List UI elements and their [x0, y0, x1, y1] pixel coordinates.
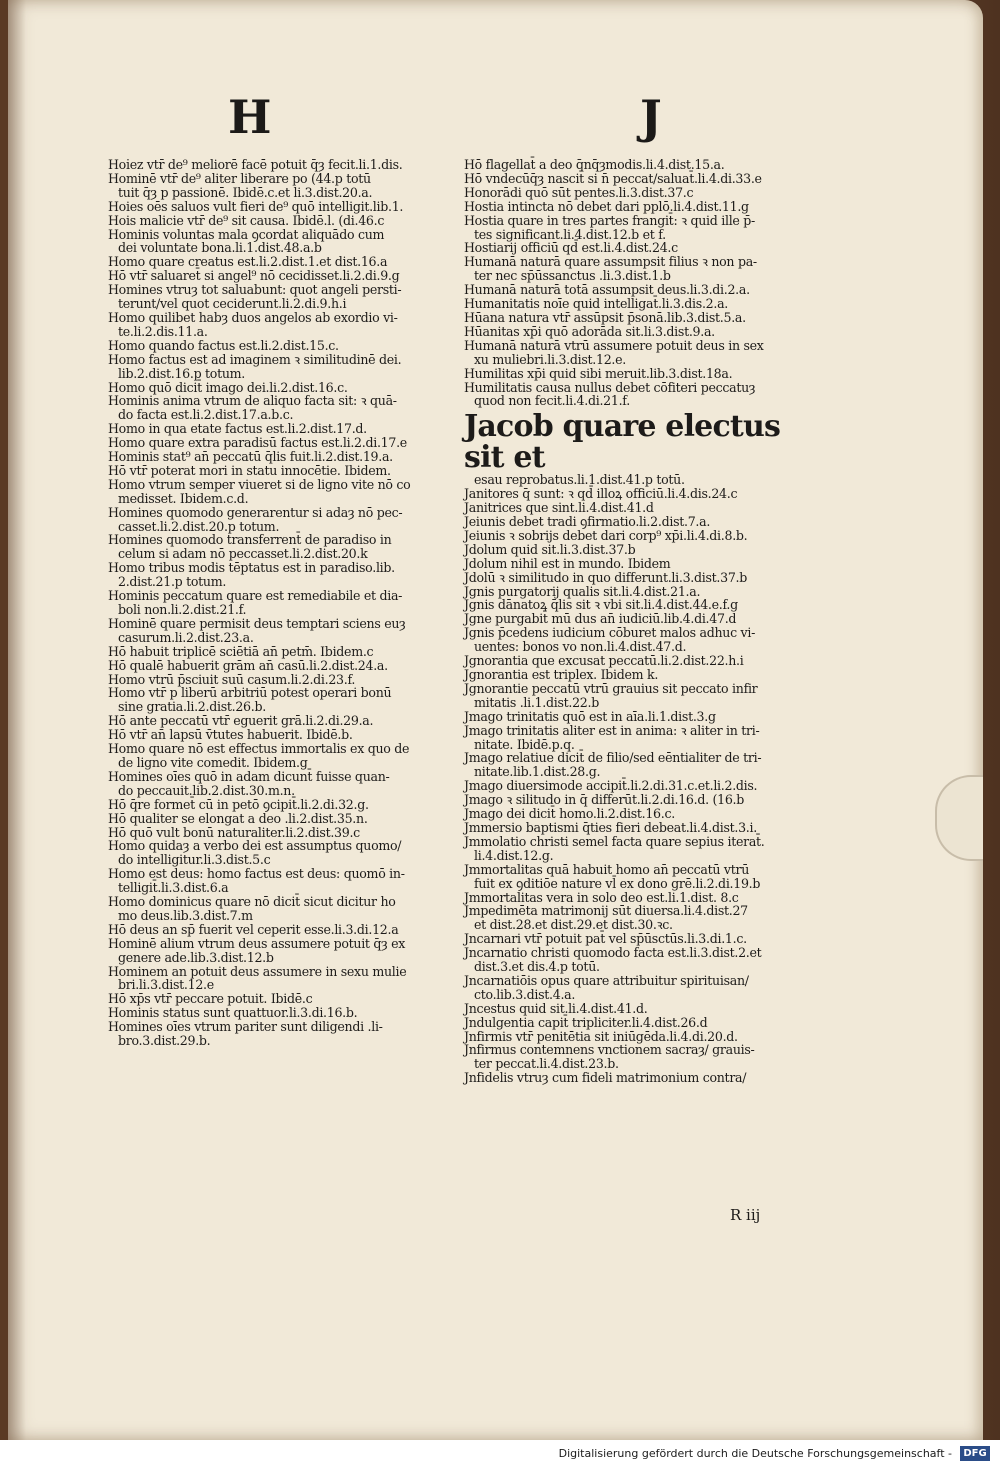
index-entry	[464, 710, 808, 724]
entry-continuation: uentes: bonos vo non.li.4.dist.47.d.	[474, 639, 687, 655]
entry-line: Hominē quare permisit deus temptari sciens euȝ	[108, 615, 406, 631]
index-entry	[108, 770, 444, 798]
index-entry	[108, 812, 444, 826]
entry-line: Jdolum nihil est in mundo. Ibidem	[464, 555, 671, 571]
index-entry	[464, 821, 808, 835]
index-entry	[464, 255, 808, 283]
index-entry	[464, 381, 808, 409]
section-letter-left: H	[228, 90, 272, 144]
index-entry	[108, 895, 444, 923]
entry-line: Hō vndecūq̄ȝ nascit̄ si n̄ peccat/saluat̄.li.4.di.33.e	[464, 170, 762, 186]
entry-line: Hostiarij officiū qd̄ est.li.4.dist.24.c	[464, 240, 678, 256]
index-entry	[464, 283, 808, 297]
index-entry	[108, 311, 444, 339]
index-entry	[108, 478, 444, 506]
entry-line: Jgnorantia est triplex. Ibidem k.	[464, 667, 659, 682]
entry-line: Humanā naturā totā assumpsit deus.li.3.di.2.a.	[464, 282, 750, 298]
entry-continuation: boli non.li.2.dist.21.f.	[118, 602, 247, 617]
left-column	[108, 158, 444, 1048]
entry-continuation: sine gratia.li.2.dist.26.b.	[118, 699, 266, 715]
index-entry	[108, 673, 444, 687]
entry-line: Jmago diuersimode accipit̄.li.2.di.31.c.et.li.2.dis.	[464, 778, 758, 794]
index-entry	[464, 241, 808, 255]
index-entry	[108, 228, 444, 256]
index-entry	[108, 992, 444, 1006]
entry-line: Homo quare creatus est.li.2.dist.1.et dist.16.a	[108, 254, 388, 270]
entry-line: Janitrices que sint.li.4.dist.41.d	[464, 500, 654, 516]
entry-continuation: li.4.dist.12.g.	[474, 847, 554, 863]
index-entry	[108, 561, 444, 589]
dfg-logo: DFG	[960, 1446, 990, 1461]
entry-line: Hominem an potuit deus assumere in sexu mulie	[108, 963, 407, 979]
index-entry	[108, 533, 444, 561]
index-entry	[464, 779, 808, 793]
entry-line: Jmmortalitas vera in solo deo est.li.1.dist. 8.c	[464, 889, 739, 905]
entry-line: Jgnorantia que excusat peccatū.li.2.dist.22.h.i	[464, 653, 744, 669]
entry-line: Jgne purgabit̄ mū dus an̄ iudiciū.lib.4.di.47.d	[464, 611, 737, 627]
index-entry	[464, 904, 808, 932]
entry-continuation: dist.3.et dis.4.p totū.	[474, 959, 600, 975]
entry-continuation: mo deus.lib.3.dist.7.m	[118, 907, 253, 923]
index-entry	[464, 339, 808, 367]
entry-line: Homo quare extra paradisū factus est.li.2.di.17.e	[108, 435, 407, 451]
index-entry	[464, 311, 808, 325]
entry-line: Hūanitas xp̄i quō adorāda sit.li.3.dist.9.a.	[464, 323, 715, 339]
entry-line: Jncarnatio christi quomodo facta est.li.3.dist.2.et	[464, 945, 762, 961]
entry-line: Jgnorantie peccatū vtrū grauius sit peccato infir	[464, 680, 758, 696]
entry-line: Jgnis dānatoꝝ q̄lis sit ꝛ vbi sit.li.4.dist.44.e.f.g	[464, 597, 738, 613]
entry-line: Hominis anima vtrum de aliquo facta sit: ꝛ quā-	[108, 393, 397, 409]
index-entry	[108, 1020, 444, 1048]
index-entry	[464, 172, 808, 186]
index-entry	[108, 422, 444, 436]
entry-continuation: do facta est.li.2.dist.17.a.b.c.	[118, 407, 294, 423]
entry-continuation: ter nec sp̄ūssanctus .li.3.dist.1.b	[474, 268, 671, 284]
index-entry	[464, 946, 808, 974]
index-entry	[464, 585, 808, 599]
index-entry	[108, 353, 444, 381]
index-entry	[464, 891, 808, 905]
entry-line: Homo quō dicit̄ imago dei.li.2.dist.16.c.	[108, 379, 348, 395]
entry-line: Jmago ꝛ silitudo in q̄ differūt.li.2.di.16.d. (16.b	[464, 792, 745, 808]
entry-line: Jnfidelis vtruȝ cum fideli matrimonium contra/	[464, 1070, 747, 1086]
index-entry	[464, 654, 808, 668]
entry-continuation: quod non fecit.li.4.di.21.f.	[474, 393, 630, 409]
index-entry	[464, 487, 808, 501]
index-entry	[464, 1030, 808, 1044]
index-entry	[108, 214, 444, 228]
entry-line: Jmmortalitas quā habuit homo an̄ peccatū vtrū	[464, 861, 750, 877]
entry-line: Jgnis purgatorij qualis sit.li.4.dist.21.a.	[464, 583, 701, 599]
entry-line: Humilitatis causa nullus debet cōfiteri peccatuȝ	[464, 379, 756, 395]
entry-line: Jmpedimēta matrimonij sūt diuersa.li.4.dist.27	[464, 903, 748, 919]
index-entry	[464, 1043, 808, 1071]
section-letter-right: J	[640, 90, 662, 144]
entry-continuation: de ligno vite comedit. Ibidem.g	[118, 754, 308, 770]
index-entry	[464, 515, 808, 529]
index-entry	[108, 436, 444, 450]
entry-line: Jmago trinitatis quō est in aīa.li.1.dist.3.g	[464, 708, 716, 724]
index-entry	[108, 589, 444, 617]
entry-continuation: te.li.2.dis.11.a.	[118, 323, 208, 339]
heading-text: Jacob quare electus sit et	[464, 409, 781, 476]
entry-line: Jnfirmus contemnens vnctionem sacraȝ/ grauis-	[464, 1042, 755, 1058]
index-entry	[464, 682, 808, 710]
index-entry	[464, 807, 808, 821]
entry-line: Homines quomodo generarentur si adaȝ nō pec-	[108, 504, 403, 520]
entry-line: Hō xp̄s vtr̄ peccare potuit. Ibidē.c	[108, 991, 313, 1007]
entry-line: Hūana natura vtr̄ assūpsit p̄sonā.lib.3.dist.5.a.	[464, 309, 746, 325]
entry-continuation: nitate.lib.1.dist.28.g.	[474, 764, 601, 780]
entry-line: Homo quando factus est.li.2.dist.15.c.	[108, 337, 339, 353]
entry-line: Hō habuit triplicē sciētiā an̄ petm̄. Ibidem.c	[108, 643, 374, 659]
entry-line: Jncarnari vtr̄ potuit pat̄ vel sp̄ūsctūs.li.3.di.1.c.	[464, 931, 747, 947]
entry-continuation: terunt/vel quot ceciderunt.li.2.di.9.h.i	[118, 296, 347, 312]
index-entry	[108, 714, 444, 728]
index-entry	[464, 367, 808, 381]
entry-line: Hō quō vult bonū naturaliter.li.2.dist.39.c	[108, 824, 360, 840]
entry-continuation: tuit q̄ȝ p passionē. Ibidē.c.et li.3.dist.20.a.	[118, 184, 373, 200]
page-tab-marker	[935, 775, 983, 861]
index-entry	[464, 529, 808, 543]
entry-continuation: dei voluntate bona.li.1.dist.48.a.b	[118, 240, 322, 256]
entry-continuation: do intelligitur.li.3.dist.5.c	[118, 852, 271, 868]
entry-line: Homo est deus: homo factus est deus: quomō in-	[108, 866, 405, 882]
index-entry	[108, 269, 444, 283]
entry-line: Hoies oēs saluos vult fieri de⁹ quō intelligit.lib.1.	[108, 198, 404, 214]
index-entry	[464, 501, 808, 515]
entry-line: Jeiunis debet tradi ꝯfirmatio.li.2.dist.7.a.	[464, 514, 711, 530]
index-entry	[464, 1016, 808, 1030]
entry-line: Humanā naturā quare assumpsit filius ꝛ non pa-	[464, 254, 757, 270]
footer-credit: Digitalisierung gefördert durch die Deutsche Forschungsgemeinschaft -	[558, 1447, 952, 1460]
entry-line: Jncestus quid sit.li.4.dist.41.d.	[464, 1000, 648, 1016]
entry-line: Hō vtr̄ poterat mori in statu innocētie. Ibidem.	[108, 462, 391, 478]
entry-line: Hō vtr̄ an̄ lapsū v̄tutes habuerit. Ibidē.b.	[108, 727, 353, 743]
index-entry	[108, 283, 444, 311]
index-entry	[108, 659, 444, 673]
entry-line: Hominis voluntas mala ꝯcordat aliquādo cum	[108, 226, 385, 242]
index-entry	[108, 158, 444, 172]
entry-continuation: telligit̄.li.3.dist.6.a	[118, 880, 229, 896]
entry-line: Homines oīes quō in adam dicunt̄ fuisse quan-	[108, 768, 390, 784]
index-entry	[464, 974, 808, 1002]
entry-line: Hō ante peccatū vtr̄ eguerit grā.li.2.di.29.a.	[108, 713, 374, 729]
index-entry	[464, 186, 808, 200]
entry-continuation: casurum.li.2.dist.23.a.	[118, 629, 254, 645]
index-entry	[108, 742, 444, 770]
entry-line: Jmago relatiue dicit̄ de filio/sed eēntialiter de tri-	[464, 750, 762, 766]
right-column	[464, 158, 808, 1085]
entry-line: Hō deus an sp̄ fuerit vel ceperit esse.li.3.di.12.a	[108, 921, 399, 937]
index-entry	[108, 339, 444, 353]
index-entry	[464, 668, 808, 682]
entry-continuation: lib.2.dist.16.p totum.	[118, 365, 246, 381]
entry-continuation: bri.li.3.dist.12.e	[118, 977, 214, 993]
entry-line: Jeiunis ꝛ sobrijs debet dari corp⁹ xp̄i.li.4.di.8.b.	[464, 527, 748, 543]
index-entry	[108, 728, 444, 742]
entry-continuation: genere ade.lib.3.dist.12.b	[118, 949, 274, 965]
entry-continuation: bro.3.dist.29.b.	[118, 1033, 211, 1049]
entry-line: Hō q̄re formet̄ cū in petō ꝯcipit̄.li.2.di.32.g.	[108, 796, 369, 812]
entry-line: Jndulgentia capit̄ tripliciter.li.4.dist.26.d	[464, 1014, 708, 1030]
index-entry	[108, 200, 444, 214]
entry-line: Hominē alium vtrum deus assumere potuit q̄ȝ ex	[108, 935, 406, 951]
entry-line: Hō vtr̄ saluaret̄ si angel⁹ nō cecidisset.li.2.di.9.g	[108, 268, 400, 284]
entry-continuation: nitate. Ibidē.p.q.	[474, 736, 575, 752]
index-entry	[464, 297, 808, 311]
entry-continuation: fuit ex ꝯditiōe nature vl̄ ex dono grē.li.2.di.19.b	[474, 875, 761, 891]
entry-line: Homines oīes vtrum pariter sunt diligendi .li-	[108, 1019, 383, 1035]
signature-mark: R iij	[730, 1206, 761, 1224]
index-entry	[464, 200, 808, 214]
index-entry	[464, 835, 808, 863]
index-entry	[108, 798, 444, 812]
entry-line: Jmago dei dicit̄ homo.li.2.dist.16.c.	[464, 806, 675, 822]
entry-line: Jgnis p̄cedens iudicium cōburet malos adhuc vi-	[464, 625, 756, 641]
heading-continuation: esau reprobatus.li.1.dist.41.p totū.	[474, 472, 685, 488]
index-entry	[464, 557, 808, 571]
entry-line: Hominē vtr̄ de⁹ aliter liberare po (44.p totū	[108, 170, 371, 186]
entry-line: Jdolum quid sit.li.3.dist.37.b	[464, 541, 636, 557]
entry-line: Hostia intincta nō debet dari pplō.li.4.dist.11.g	[464, 198, 749, 214]
index-entry	[108, 450, 444, 464]
index-entry	[464, 612, 808, 626]
entry-line: Jmmersio baptismi q̄ties fieri debeat.li.4.dist.3.i.	[464, 819, 757, 835]
entry-continuation: do peccauit.lib.2.dist.30.m.n.	[118, 782, 295, 798]
entry-line: Hominis stat⁹ an̄ peccatū q̄lis fuit.li.2.dist.19.a.	[108, 449, 393, 465]
entry-line: Humanitatis noīe quid intelligat̄.li.3.dis.2.a.	[464, 296, 728, 312]
footer-bar	[0, 1440, 1000, 1468]
index-entry	[108, 867, 444, 895]
entry-line: Homo vtrū p̄sciuit suū casum.li.2.di.23.f.	[108, 671, 356, 687]
entry-continuation: celum si adam nō peccasset.li.2.dist.20.k	[118, 546, 368, 562]
entry-continuation: mitatis .li.1.dist.22.b	[474, 694, 599, 710]
entry-line: Hō flagellat̄ a deo q̄nq̄ȝmodis.li.4.dist.15.a.	[464, 157, 725, 172]
entry-line: Homo in qua etate factus est.li.2.dist.17.d.	[108, 421, 367, 437]
index-entry	[108, 826, 444, 840]
entry-line: Jmmolatio christi semel facta quare sepius iterat̄.	[464, 833, 765, 849]
index-entry	[108, 617, 444, 645]
entry-continuation: et dist.28.et dist.29.et dist.30.ꝛc.	[474, 917, 673, 933]
entry-line: Homo quilibet habȝ duos angelos ab exordio vi-	[108, 309, 398, 325]
entry-continuation: casset.li.2.dist.20.p totum.	[118, 518, 280, 534]
index-entry	[464, 724, 808, 752]
entry-continuation: tes significant.li.4.dist.12.b et f.	[474, 226, 666, 242]
entry-continuation: medisset. Ibidem.c.d.	[118, 490, 249, 506]
entry-line: Humilitas xp̄i quid sibi meruit.lib.3.dist.18a.	[464, 365, 733, 381]
index-entry	[464, 751, 808, 779]
entry-line: Hois malicie vtr̄ de⁹ sit causa. Ibidē.l. (di.46.c	[108, 212, 385, 228]
index-entry	[108, 645, 444, 659]
entry-line: Hō qualiter se elongat a deo .li.2.dist.35.n.	[108, 810, 368, 826]
entry-line: Homo factus est ad imaginem ꝛ similitudinē dei.	[108, 351, 402, 367]
index-entry	[108, 506, 444, 534]
index-entry	[464, 863, 808, 891]
entry-continuation: xu muliebri.li.3.dist.12.e.	[474, 351, 626, 367]
entry-line: Homo vtr̄ p liberū arbitriū potest operari bonū	[108, 685, 392, 701]
entry-line: Homines vtruȝ tot saluabunt: quot angeli persti-	[108, 282, 402, 298]
entry-line: Jmago trinitatis aliter est in anima: ꝛ aliter in tri-	[464, 722, 760, 738]
entry-line: Homo dominicus quare nō dicit̄ sicut dicitur ho	[108, 894, 396, 910]
entry-line: Jnfirmis vtr̄ penitētia sit iniūgēda.li.4.di.20.d.	[464, 1028, 738, 1044]
index-entry	[108, 172, 444, 200]
entry-line: Jncarnatiōis opus quare attribuitur spirituisan/	[464, 972, 749, 988]
entry-continuation: cto.lib.3.dist.4.a.	[474, 986, 576, 1002]
entry-line: Jdolū ꝛ similitudo in quo differunt.li.3.dist.37.b	[464, 569, 747, 585]
entry-line: Homo quidaȝ a verbo dei est assumptus quomo/	[108, 838, 402, 854]
entry-line: Hō qualē habuerit grām an̄ casū.li.2.dist.24.a.	[108, 657, 388, 673]
index-entry	[464, 325, 808, 339]
entry-line: Hoi̇ez vtr̄ de⁹ meliorē facē potuit q̄ȝ fecit.li.1.dis.	[108, 157, 403, 172]
index-entry	[108, 686, 444, 714]
entry-line: Homines quomodo transferrent̄ de paradiso in	[108, 532, 392, 548]
index-entry	[108, 965, 444, 993]
index-heading-entry	[464, 411, 808, 487]
index-entry	[108, 923, 444, 937]
index-entry	[464, 543, 808, 557]
entry-line: Hostia quare in tres partes frangit̄: ꝛ quid ille p̄-	[464, 212, 755, 228]
entry-continuation: ter peccat.li.4.dist.23.b.	[474, 1056, 619, 1072]
entry-line: Humanā naturā vtrū assumere potuit deus in sex	[464, 337, 764, 353]
index-entry	[108, 937, 444, 965]
index-entry	[464, 571, 808, 585]
index-entry	[108, 1006, 444, 1020]
index-entry	[464, 214, 808, 242]
entry-line: Homo vtrum semper viueret si de ligno vite nō co	[108, 476, 411, 492]
index-entry	[108, 394, 444, 422]
entry-line: Homo tribus modis tēptatus est in paradiso.lib.	[108, 560, 395, 576]
index-entry	[464, 158, 808, 172]
entry-line: Hominis status sunt quattuor.li.3.di.16.b.	[108, 1005, 358, 1021]
index-entry	[464, 1071, 808, 1085]
entry-line: Honorādi quō sūt pentes.li.3.dist.37.c	[464, 184, 694, 200]
index-entry	[464, 1002, 808, 1016]
index-entry	[108, 464, 444, 478]
index-entry	[464, 932, 808, 946]
entry-line: Homo quare nō est effectus immortalis ex quo de	[108, 741, 410, 757]
entry-continuation: 2.dist.21.p totum.	[118, 574, 227, 590]
index-entry	[108, 381, 444, 395]
entry-line: Hominis peccatum quare est remediabile et dia-	[108, 588, 403, 604]
index-entry	[464, 626, 808, 654]
entry-line: Janitores q̄ sunt: ꝛ qd̄ illoꝝ officiū.li.4.dis.24.c	[464, 486, 738, 502]
index-entry	[464, 793, 808, 807]
index-entry	[108, 839, 444, 867]
